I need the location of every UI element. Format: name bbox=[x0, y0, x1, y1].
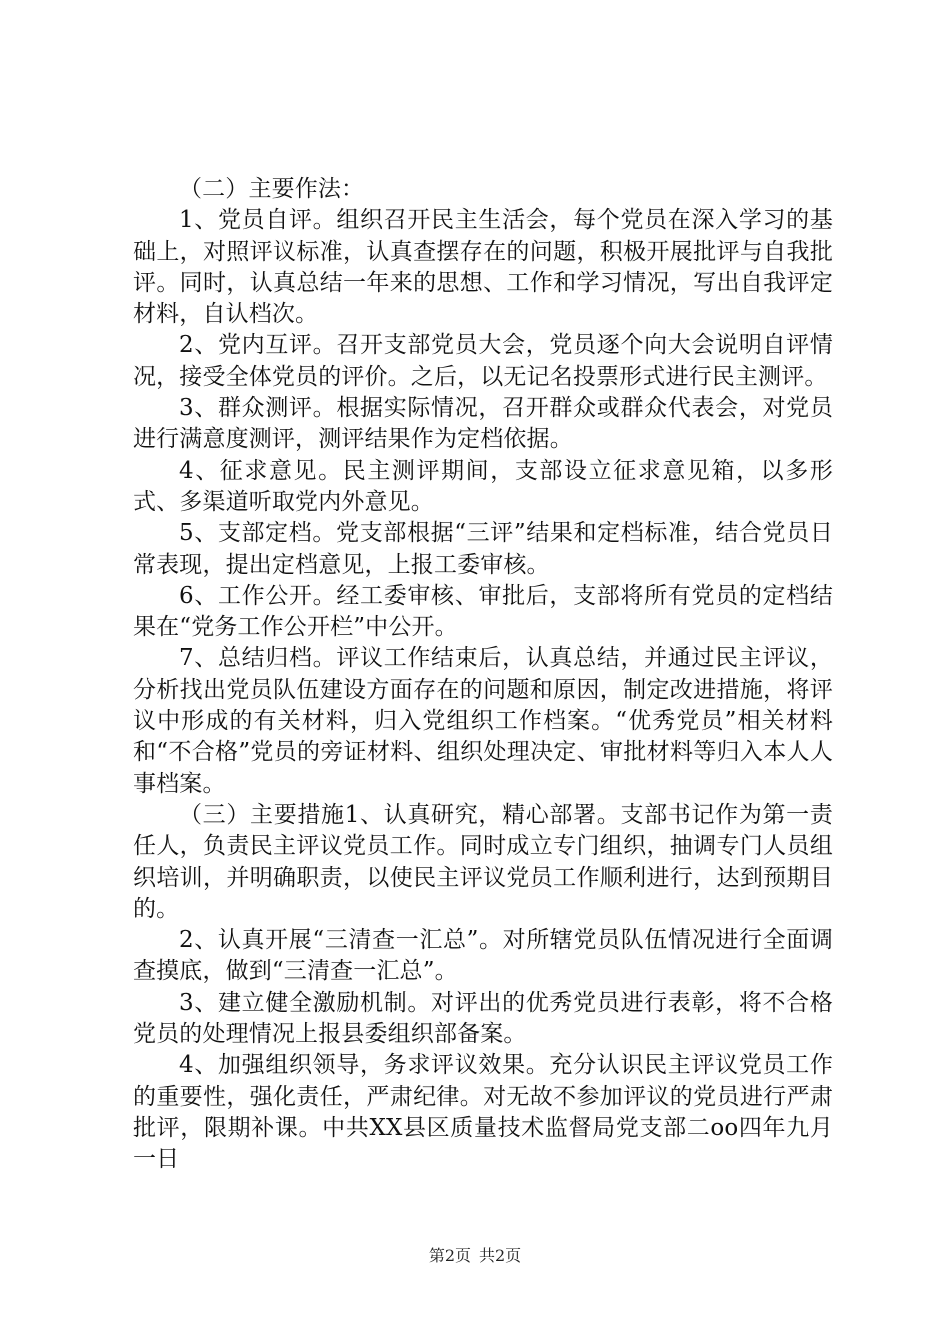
page-total: 共2页 bbox=[479, 1246, 522, 1265]
paragraph-incentive-mechanism: 3、建立健全激励机制。对评出的优秀党员进行表彰，将不合格党员的处理情况上报县委组织部备案。 bbox=[133, 989, 833, 1048]
paragraph-branch-grading: 5、支部定档。党支部根据“三评”结果和定档标准，结合党员日常表现，提出定档意见，上报工委审核。 bbox=[133, 520, 833, 578]
paragraph-public-evaluation: 3、群众测评。根据实际情况，召开群众或群众代表会，对党员进行满意度测评，测评结果作为定档依据。 bbox=[133, 395, 833, 453]
paragraph-solicit-opinions: 4、征求意见。民主测评期间，支部设立征求意见箱，以多形式、多渠道听取党内外意见。 bbox=[133, 457, 833, 515]
document-body bbox=[133, 174, 833, 1176]
paragraph-work-disclosure: 6、工作公开。经工委审核、审批后，支部将所有党员的定档结果在“党务工作公开栏”中公开。 bbox=[133, 582, 833, 641]
paragraph-leadership-signature: 4、加强组织领导，务求评议效果。充分认识民主评议党员工作的重要性，强化责任，严肃纪律。对无故不参加评议的党员进行严肃批评，限期补课。中共XX县区质量技术监督局党支部二oo四年九月一日 bbox=[133, 1052, 833, 1173]
paragraph-mutual-evaluation: 2、党内互评。召开支部党员大会，党员逐个向大会说明自评情况，接受全体党员的评价。之后，以无记名投票形式进行民主测评。 bbox=[133, 332, 833, 390]
paragraph-summary-archive: 7、总结归档。评议工作结束后，认真总结，并通过民主评议，分析找出党员队伍建设方面存在的问题和原因，制定改进措施，将评议中形成的有关材料，归入党组织工作档案。“优秀党员”相关材料和“不合格”党员的旁证材料、组织处理决定、审批材料等归入本人人事档案。 bbox=[133, 645, 833, 797]
page-footer bbox=[0, 1246, 950, 1266]
paragraph-self-evaluation: 1、党员自评。组织召开民主生活会，每个党员在深入学习的基础上，对照评议标准，认真查摆存在的问题，积极开展批评与自我批评。同时，认真总结一年来的思想、工作和学习情况，写出自我评定材料，自认档次。 bbox=[133, 207, 833, 328]
paragraph-main-measures: （三）主要措施1、认真研究，精心部署。支部书记作为第一责任人，负责民主评议党员工作。同时成立专门组织，抽调专门人员组织培训，并明确职责，以使民主评议党员工作顺利进行，达到预期目的。 bbox=[133, 801, 833, 922]
page-number: 第2页 bbox=[428, 1246, 471, 1265]
paragraph-three-checks: 2、认真开展“三清查一汇总”。对所辖党员队伍情况进行全面调查摸底，做到“三清查一汇总”。 bbox=[133, 927, 833, 985]
section-heading-methods: （二）主要作法： bbox=[179, 176, 365, 202]
